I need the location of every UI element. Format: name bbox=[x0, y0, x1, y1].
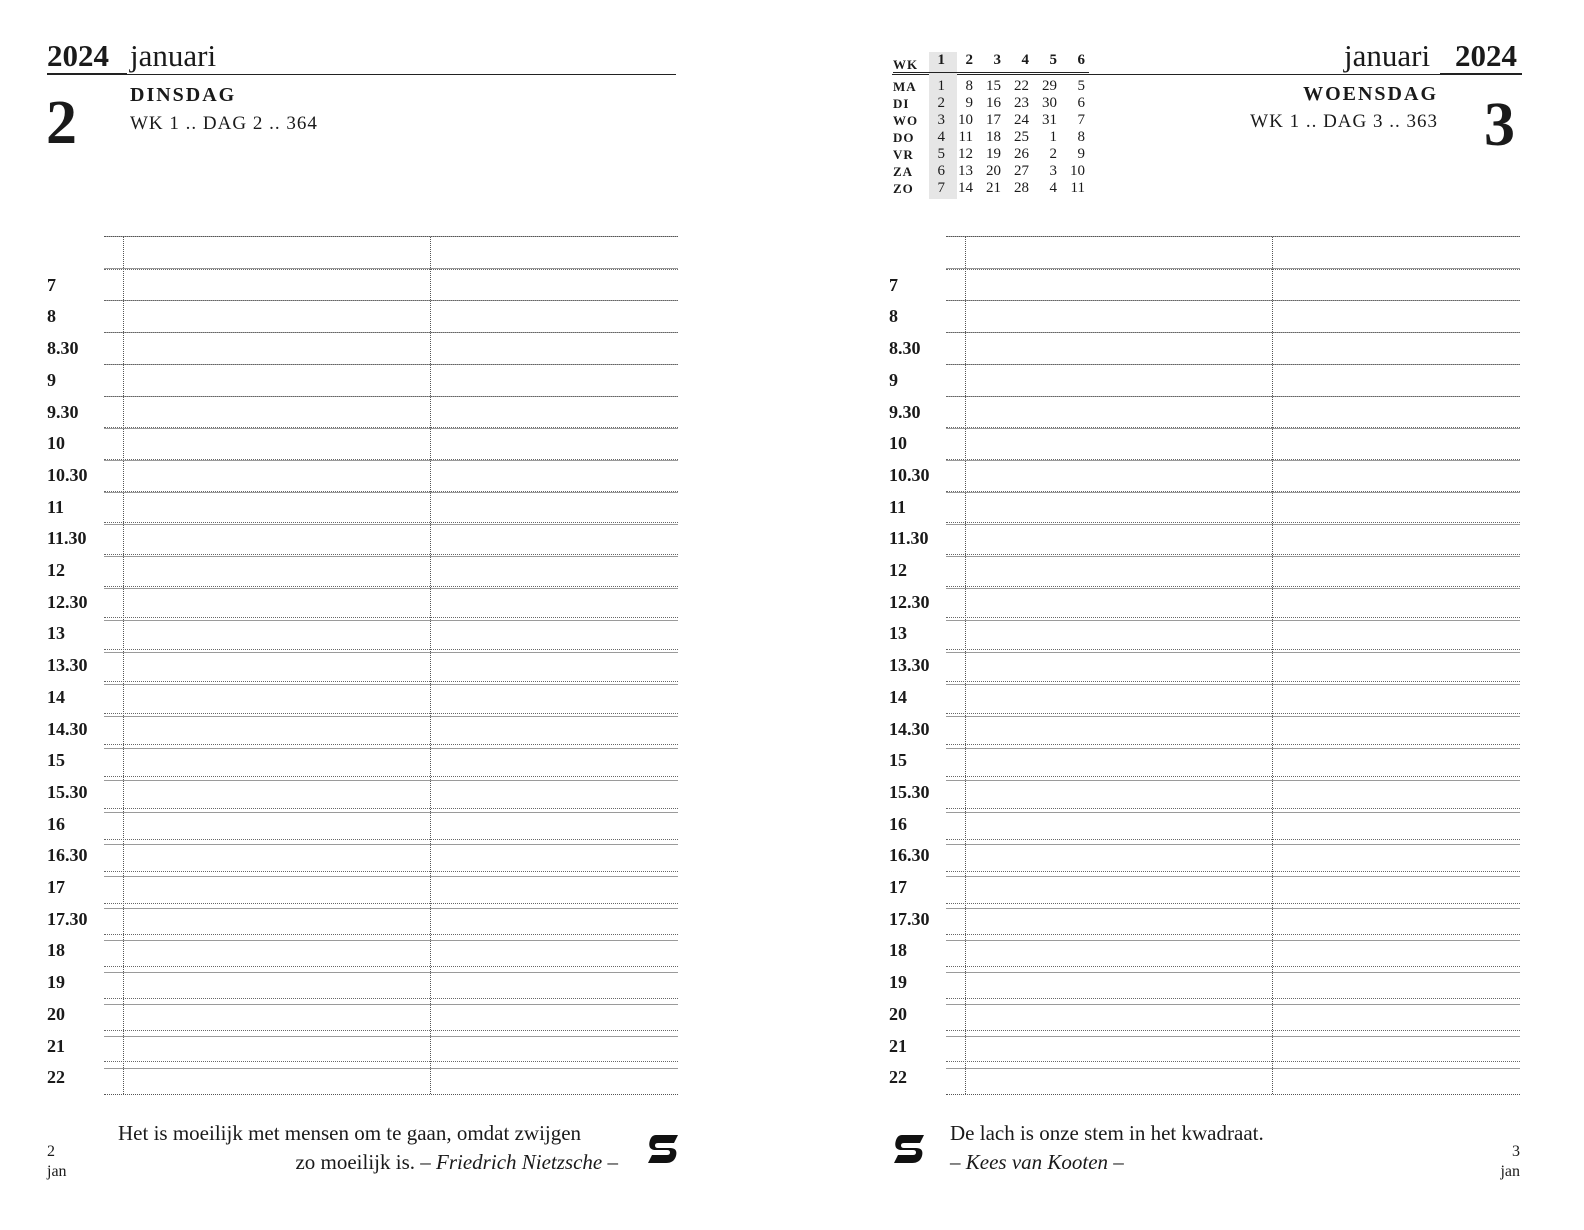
calendar-date: 4 bbox=[1049, 180, 1057, 196]
time-label: 20 bbox=[889, 1003, 907, 1024]
time-slot-line bbox=[946, 332, 1520, 333]
time-slot-line bbox=[104, 744, 678, 745]
weekday-abbrev: ZA bbox=[893, 164, 914, 179]
week-number: 4 bbox=[1021, 52, 1029, 68]
time-slot-line bbox=[104, 269, 678, 270]
month-label: januari bbox=[130, 38, 217, 73]
time-label: 13.30 bbox=[47, 655, 88, 676]
time-slot-line bbox=[104, 459, 678, 460]
time-label: 16.30 bbox=[889, 845, 930, 866]
calendar-date: 15 bbox=[986, 78, 1001, 94]
time-slot-line bbox=[104, 839, 678, 840]
time-label: 15 bbox=[889, 750, 907, 771]
weekday-abbrev: WO bbox=[893, 113, 919, 128]
day-schedule-grid[interactable] bbox=[946, 236, 1520, 1095]
time-slot-line bbox=[104, 649, 678, 650]
quote-author: – Kees van Kooten – bbox=[950, 1150, 1124, 1174]
weekday-abbrev: VR bbox=[893, 147, 914, 162]
calendar-date: 10 bbox=[1070, 163, 1085, 179]
time-label: 10 bbox=[889, 433, 907, 454]
calendar-date: 11 bbox=[1070, 180, 1085, 196]
time-slot-line bbox=[946, 966, 1520, 967]
calendar-date: 17 bbox=[986, 112, 1001, 128]
calendar-date: 26 bbox=[1014, 146, 1029, 162]
calendar-date: 1 bbox=[1049, 129, 1057, 145]
time-label: 15 bbox=[47, 750, 65, 771]
quote-author: Friedrich Nietzsche – bbox=[436, 1150, 618, 1174]
calendar-date: 4 bbox=[937, 129, 945, 145]
day-number: 3 bbox=[1484, 91, 1515, 159]
header-rule-bold bbox=[47, 73, 127, 75]
quote bbox=[118, 1119, 618, 1177]
calendar-date: 9 bbox=[965, 95, 973, 111]
time-label: 21 bbox=[889, 1035, 907, 1056]
time-slot-line bbox=[946, 871, 1520, 872]
week-header-label: WK bbox=[893, 57, 919, 72]
week-number: 6 bbox=[1077, 52, 1085, 68]
time-label: 10 bbox=[47, 433, 65, 454]
calendar-date: 7 bbox=[1077, 112, 1085, 128]
calendar-date: 19 bbox=[986, 146, 1001, 162]
footer-day: 3 bbox=[1512, 1143, 1520, 1160]
footer-month: jan bbox=[47, 1163, 67, 1180]
calendar-date: 14 bbox=[958, 180, 973, 196]
calendar-date: 27 bbox=[1014, 163, 1029, 179]
time-slot-line bbox=[104, 396, 678, 397]
time-slot-line bbox=[104, 871, 678, 872]
footer-month: jan bbox=[1500, 1163, 1520, 1180]
weekday-abbrev: MA bbox=[893, 79, 917, 94]
calendar-date: 12 bbox=[958, 146, 973, 162]
time-slot-line bbox=[946, 681, 1520, 682]
calendar-date: 8 bbox=[1077, 129, 1085, 145]
calendar-date: 2 bbox=[1049, 146, 1057, 162]
time-slot-line bbox=[104, 491, 678, 492]
time-slot-line bbox=[946, 1061, 1520, 1062]
time-label: 21 bbox=[47, 1035, 65, 1056]
time-label: 14.30 bbox=[47, 718, 88, 739]
calendar-date: 24 bbox=[1014, 112, 1029, 128]
time-label: 22 bbox=[889, 1067, 907, 1088]
calendar-date: 1 bbox=[937, 78, 945, 94]
time-slot-line bbox=[946, 776, 1520, 777]
calendar-date: 25 bbox=[1014, 129, 1029, 145]
week-day-info: WK 1 .. DAG 2 .. 364 bbox=[130, 113, 318, 134]
time-label: 10.30 bbox=[47, 464, 88, 485]
time-label: 15.30 bbox=[889, 781, 930, 802]
time-slot-line bbox=[104, 776, 678, 777]
calendar-date: 29 bbox=[1042, 78, 1057, 94]
calendar-date: 5 bbox=[937, 146, 945, 162]
time-label: 9 bbox=[889, 369, 898, 390]
time-slot-line bbox=[104, 586, 678, 587]
time-slot-line bbox=[946, 459, 1520, 460]
time-slot-line bbox=[946, 617, 1520, 618]
header-rule-bold bbox=[1440, 73, 1522, 75]
quote-line: De lach is onze stem in het kwadraat. bbox=[950, 1121, 1264, 1145]
calendar-date: 6 bbox=[937, 163, 945, 179]
day-schedule-grid[interactable] bbox=[104, 236, 678, 1095]
time-slot-line bbox=[946, 998, 1520, 999]
calendar-date: 6 bbox=[1077, 95, 1085, 111]
header-rule bbox=[127, 74, 676, 75]
time-label: 8 bbox=[47, 306, 56, 327]
publisher-logo-icon bbox=[892, 1133, 926, 1165]
time-label: 13 bbox=[47, 623, 65, 644]
time-slot-line bbox=[104, 300, 678, 301]
time-label: 11 bbox=[889, 496, 907, 517]
weekday-abbrev: DO bbox=[893, 130, 915, 145]
time-label: 12.30 bbox=[47, 591, 88, 612]
time-label: 19 bbox=[47, 972, 65, 993]
week-number: 5 bbox=[1049, 52, 1057, 68]
time-slot-line bbox=[946, 522, 1520, 523]
mini-calendar-rule bbox=[893, 72, 1089, 73]
time-label: 8.30 bbox=[47, 338, 79, 359]
time-label: 19 bbox=[889, 972, 907, 993]
week-number: 1 bbox=[937, 52, 945, 68]
time-label: 13 bbox=[889, 623, 907, 644]
calendar-date: 16 bbox=[986, 95, 1001, 111]
week-number: 3 bbox=[993, 52, 1001, 68]
time-slot-line bbox=[946, 300, 1520, 301]
calendar-date: 5 bbox=[1077, 78, 1085, 94]
time-slot-line bbox=[104, 332, 678, 333]
time-slot-line bbox=[104, 364, 678, 365]
footer-date bbox=[47, 1142, 67, 1182]
time-label: 15.30 bbox=[47, 781, 88, 802]
calendar-date: 9 bbox=[1077, 146, 1085, 162]
time-slot-line bbox=[946, 586, 1520, 587]
time-label: 13.30 bbox=[889, 655, 930, 676]
quote-line bbox=[118, 1148, 618, 1177]
time-label: 20 bbox=[47, 1003, 65, 1024]
year-label: 2024 bbox=[1455, 38, 1517, 73]
time-slot-line bbox=[946, 269, 1520, 270]
time-slot-line bbox=[946, 427, 1520, 428]
time-slot-line bbox=[104, 966, 678, 967]
time-label: 18 bbox=[47, 940, 65, 961]
time-label: 12 bbox=[47, 560, 65, 580]
time-slot-line bbox=[946, 491, 1520, 492]
time-label: 22 bbox=[47, 1067, 65, 1088]
time-slot-line bbox=[104, 808, 678, 809]
time-label: 14 bbox=[47, 686, 65, 707]
time-label: 9 bbox=[47, 369, 56, 390]
week-number: 2 bbox=[965, 52, 973, 68]
time-label: 16.30 bbox=[47, 845, 88, 866]
weekday-abbrev: DI bbox=[893, 96, 910, 111]
time-label: 8 bbox=[889, 306, 898, 327]
time-slot-line bbox=[104, 681, 678, 682]
weekday-label: WOENSDAG bbox=[1303, 83, 1438, 105]
time-slot-line bbox=[946, 1030, 1520, 1031]
time-slot-line bbox=[946, 744, 1520, 745]
time-label: 12.30 bbox=[889, 591, 930, 612]
day-number: 2 bbox=[46, 89, 77, 157]
time-label: 16 bbox=[889, 813, 907, 834]
quote-line: Het is moeilijk met mensen om te gaan, omdat zwijgen bbox=[118, 1121, 582, 1145]
time-label: 16 bbox=[47, 813, 65, 834]
calendar-date: 23 bbox=[1014, 95, 1029, 111]
time-slot-line bbox=[104, 903, 678, 904]
calendar-date: 31 bbox=[1042, 112, 1057, 128]
time-slot-line bbox=[104, 713, 678, 714]
time-label: 18 bbox=[889, 940, 907, 961]
calendar-date: 10 bbox=[958, 112, 973, 128]
time-label: 10.30 bbox=[889, 464, 930, 485]
calendar-date: 3 bbox=[937, 112, 945, 128]
time-label: 17 bbox=[889, 877, 907, 897]
month-label: januari bbox=[1344, 38, 1431, 73]
time-label: 9.30 bbox=[889, 401, 921, 422]
time-slot-line bbox=[946, 554, 1520, 555]
time-label: 11.30 bbox=[47, 528, 87, 549]
calendar-date: 28 bbox=[1014, 180, 1029, 196]
time-slot-line bbox=[104, 1061, 678, 1062]
week-day-info: WK 1 .. DAG 3 .. 363 bbox=[1250, 111, 1438, 132]
time-label: 7 bbox=[889, 274, 898, 295]
quote-text: zo moeilijk is. – bbox=[295, 1150, 437, 1174]
time-slot-line bbox=[946, 934, 1520, 935]
time-slot-line bbox=[104, 554, 678, 555]
time-label: 7 bbox=[47, 274, 56, 295]
time-slot-line bbox=[946, 839, 1520, 840]
time-slot-line bbox=[104, 427, 678, 428]
time-label: 11 bbox=[47, 496, 65, 517]
time-slot-line bbox=[946, 808, 1520, 809]
calendar-date: 21 bbox=[986, 180, 1001, 196]
year-label: 2024 bbox=[47, 38, 109, 73]
calendar-date: 20 bbox=[986, 163, 1001, 179]
time-label: 14.30 bbox=[889, 718, 930, 739]
time-slot-line bbox=[946, 364, 1520, 365]
time-label: 17.30 bbox=[47, 908, 88, 929]
calendar-date: 18 bbox=[986, 129, 1001, 145]
calendar-date: 13 bbox=[958, 163, 973, 179]
calendar-date: 30 bbox=[1042, 95, 1057, 111]
time-label: 17.30 bbox=[889, 908, 930, 929]
calendar-date: 7 bbox=[937, 180, 945, 196]
time-slot-line bbox=[104, 998, 678, 999]
header-rule bbox=[892, 74, 1440, 75]
publisher-logo-icon bbox=[646, 1133, 680, 1165]
time-slot-line bbox=[104, 522, 678, 523]
time-slot-line bbox=[104, 934, 678, 935]
time-slot-line bbox=[104, 617, 678, 618]
weekday-abbrev: ZO bbox=[893, 181, 914, 196]
time-slot-line bbox=[946, 396, 1520, 397]
quote bbox=[950, 1119, 1430, 1177]
footer-date bbox=[1500, 1142, 1520, 1182]
time-label: 17 bbox=[47, 877, 65, 897]
calendar-date: 11 bbox=[958, 129, 973, 145]
time-label: 9.30 bbox=[47, 401, 79, 422]
calendar-date: 2 bbox=[937, 95, 945, 111]
calendar-date: 8 bbox=[965, 78, 973, 94]
time-slot-line bbox=[946, 903, 1520, 904]
time-label: 8.30 bbox=[889, 338, 921, 359]
weekday-label: DINSDAG bbox=[130, 84, 237, 106]
footer-day: 2 bbox=[47, 1143, 55, 1160]
time-label: 14 bbox=[889, 686, 907, 707]
time-label: 12 bbox=[889, 560, 907, 580]
calendar-date: 3 bbox=[1049, 163, 1057, 179]
calendar-date: 22 bbox=[1014, 78, 1029, 94]
time-slot-line bbox=[946, 713, 1520, 714]
time-slot-line bbox=[946, 649, 1520, 650]
time-slot-line bbox=[104, 1030, 678, 1031]
time-label: 11.30 bbox=[889, 528, 929, 549]
